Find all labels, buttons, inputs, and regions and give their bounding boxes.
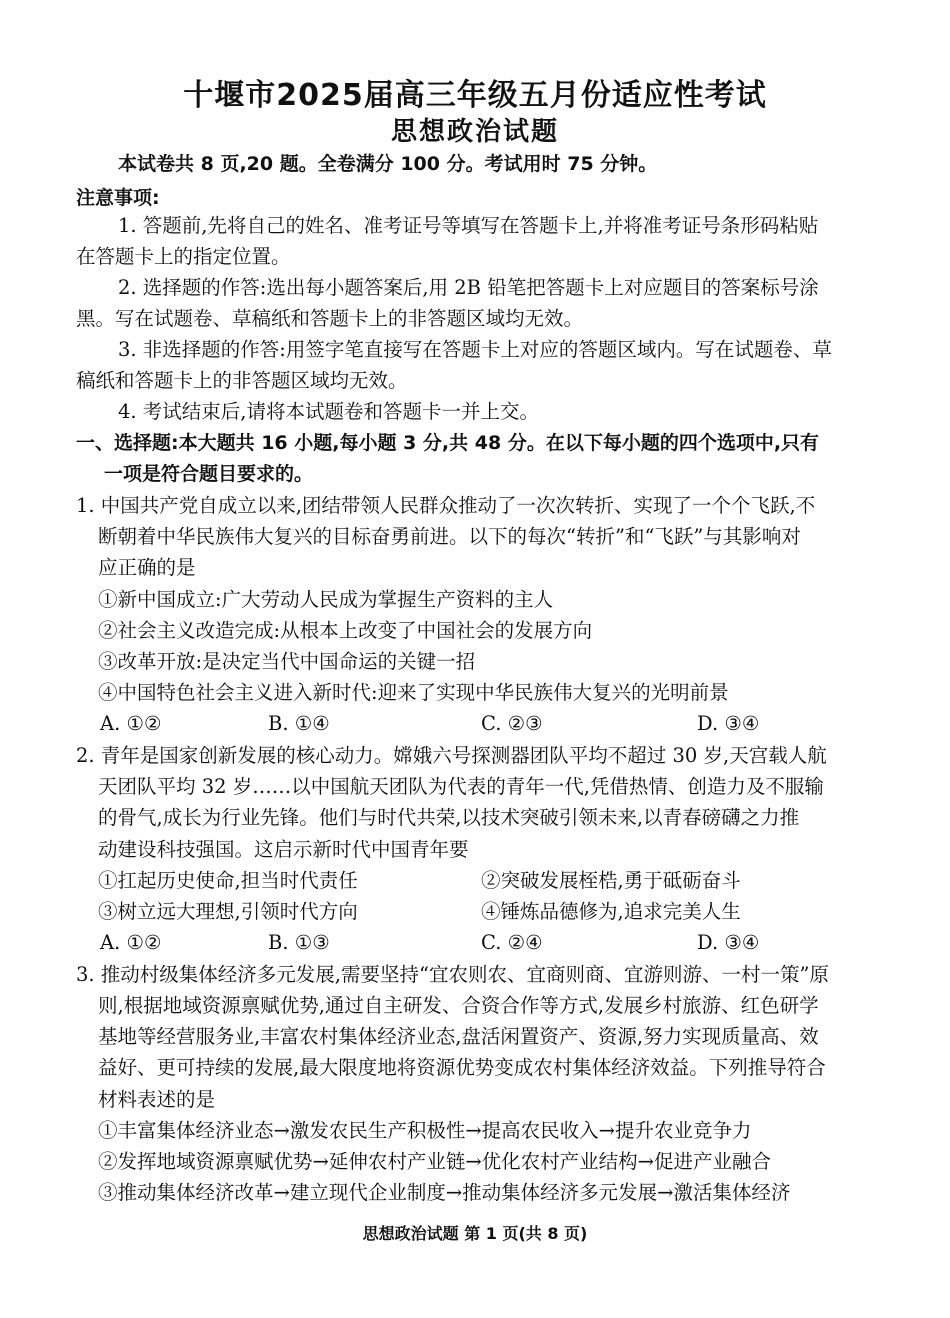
notice-item-4-line-1: 4. 考试结束后,请将本试题卷和答题卡一并上交。	[118, 400, 540, 423]
section-heading-line-1: 一、选择题:本大题共 16 小题,每小题 3 分,共 48 分。在以下每小题的四个选项中,只有	[76, 432, 820, 454]
q3-statement-3: ③推动集体经济改革→建立现代企业制度→推动集体经济多元发展→激活集体经济	[98, 1181, 791, 1204]
q3-statement-1: ①丰富集体经济业态→激发农民生产积极性→提高农民收入→提升农业竞争力	[98, 1119, 752, 1142]
q2-statement-3: ③树立远大理想,引领时代方向	[98, 900, 358, 923]
q2-line-3: 的骨气,成长为行业先锋。他们与时代共荣,以技术突破引领未来,以青春磅礴之力推	[98, 806, 800, 829]
q1-option-a: A. ①②	[100, 712, 162, 735]
notice-item-1-line-1: 1. 答题前,先将自己的姓名、准考证号等填写在答题卡上,并将准考证号条形码粘贴	[118, 214, 819, 237]
q3-line-3: 基地等经营服务业,丰富农村集体经济业态,盘活闲置资产、资源,努力实现质量高、效	[98, 1025, 819, 1048]
q1-option-c: C. ②③	[481, 712, 543, 735]
q1-option-b: B. ①④	[268, 712, 330, 735]
q2-option-a: A. ①②	[100, 931, 162, 954]
q1-statement-1: ①新中国成立:广大劳动人民成为掌握生产资料的主人	[98, 588, 554, 611]
q3-line-1: 3. 推动村级集体经济多元发展,需要坚持“宜农则农、宜商则商、宜游则游、一村一策”原	[76, 963, 829, 986]
q1-statement-3: ③改革开放:是决定当代中国命运的关键一招	[98, 650, 476, 673]
q2-statement-4: ④锤炼品德修为,追求完美人生	[481, 900, 741, 923]
q1-line-1: 1. 中国共产党自成立以来,团结带领人民群众推动了一次次转折、实现了一个个飞跃,不	[76, 494, 816, 517]
section-heading-line-2: 一项是符合题目要求的。	[104, 463, 314, 485]
notice-item-2-line-2: 黑。写在试题卷、草稿纸和答题卡上的非答题区域均无效。	[76, 307, 584, 330]
q2-line-4: 动建设科技强国。这启示新时代中国青年要	[98, 838, 469, 861]
q1-option-d: D. ③④	[697, 712, 760, 735]
q2-statement-1: ①扛起历史使命,担当时代责任	[98, 869, 358, 892]
q3-line-5: 材料表述的是	[98, 1088, 216, 1111]
notice-item-2-line-1: 2. 选择题的作答:选出每小题答案后,用 2B 铅笔把答题卡上对应题目的答案标号涂	[118, 276, 819, 299]
q2-option-d: D. ③④	[697, 931, 760, 954]
exam-subtitle: 思想政治试题	[390, 117, 559, 147]
exam-info: 本试卷共 8 页,20 题。全卷满分 100 分。考试用时 75 分钟。	[118, 153, 658, 175]
notice-item-3-line-2: 稿纸和答题卡上的非答题区域均无效。	[76, 369, 408, 392]
q2-line-2: 天团队平均 32 岁……以中国航天团队为代表的青年一代,凭借热情、创造力及不服输	[98, 775, 824, 798]
q1-statement-4: ④中国特色社会主义进入新时代:迎来了实现中华民族伟大复兴的光明前景	[98, 681, 729, 704]
q2-statement-2: ②突破发展桎梏,勇于砥砺奋斗	[481, 869, 741, 892]
notice-item-3-line-1: 3. 非选择题的作答:用签字笔直接写在答题卡上对应的答题区域内。写在试题卷、草	[118, 338, 832, 361]
q1-line-3: 应正确的是	[98, 556, 196, 579]
q3-statement-2: ②发挥地域资源禀赋优势→延伸农村产业链→优化农村产业结构→促进产业融合	[98, 1150, 772, 1173]
q3-line-2: 则,根据地域资源禀赋优势,通过自主研发、合资合作等方式,发展乡村旅游、红色研学	[98, 994, 819, 1017]
notice-heading: 注意事项:	[76, 187, 160, 209]
q1-statement-2: ②社会主义改造完成:从根本上改变了中国社会的发展方向	[98, 619, 593, 642]
q2-option-c: C. ②④	[481, 931, 543, 954]
page-footer: 思想政治试题 第 1 页(共 8 页)	[362, 1224, 588, 1243]
notice-item-1-line-2: 在答题卡上的指定位置。	[76, 245, 291, 268]
q3-line-4: 益好、更可持续的发展,最大限度地将资源优势变成农村集体经济效益。下列推导符合	[98, 1056, 826, 1079]
q2-option-b: B. ①③	[268, 931, 330, 954]
exam-title: 十堰市2025届高三年级五月份适应性考试	[183, 78, 767, 113]
q2-line-1: 2. 青年是国家创新发展的核心动力。嫦娥六号探测器团队平均不超过 30 岁,天宫载人航	[76, 744, 827, 767]
q1-line-2: 断朝着中华民族伟大复兴的目标奋勇前进。以下的每次“转折”和“飞跃”与其影响对	[98, 525, 801, 548]
